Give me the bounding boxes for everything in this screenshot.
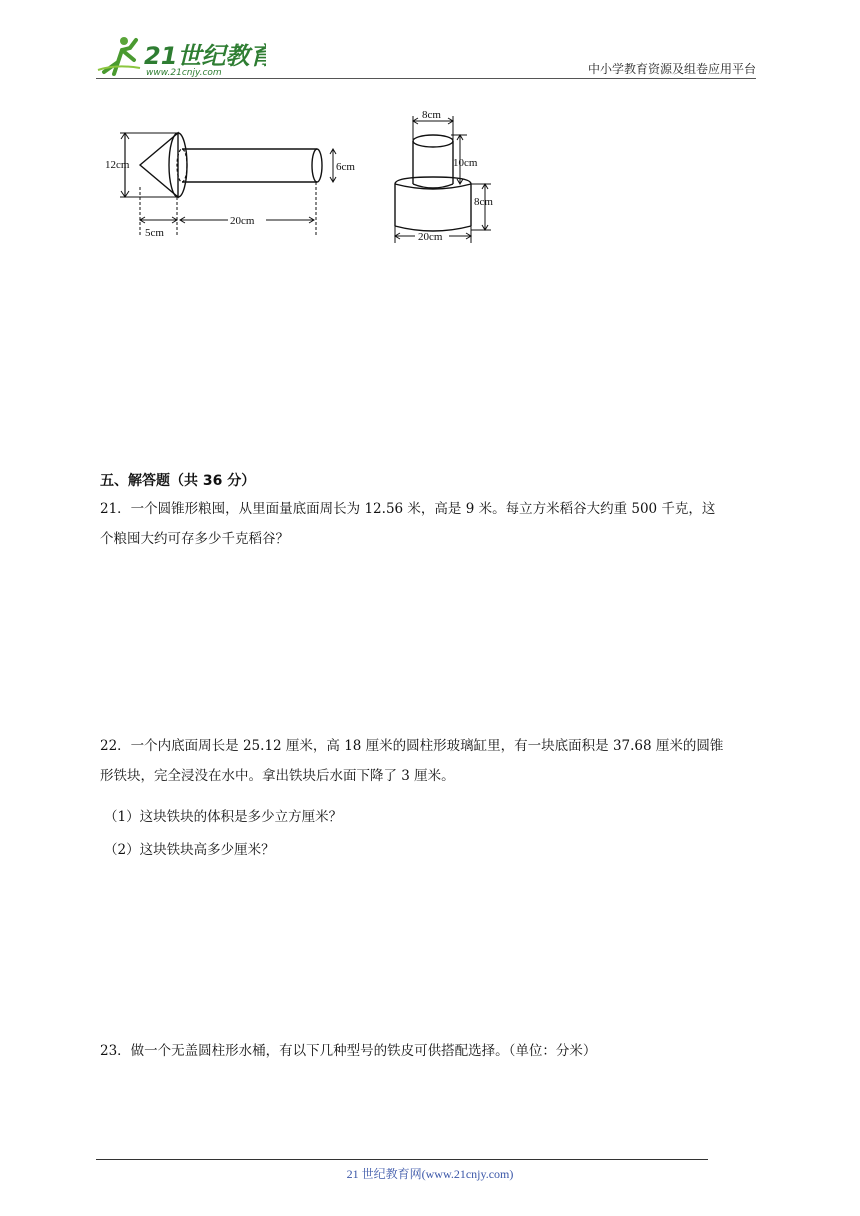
dim-12cm: 12cm [105,159,130,171]
figure-cone-cylinder [100,125,370,249]
section-title: 五、解答题（共 36 分） [100,473,256,489]
question-21 [100,494,762,554]
dim-20cm-bottom: 20cm [418,231,443,243]
header-divider [96,78,756,79]
question-22 [100,731,762,791]
platform-name: 中小学教育资源及组卷应用平台 [587,62,756,76]
figure-stacked-cylinders [385,104,515,250]
runner-icon [98,37,140,74]
question-22-line1: 22．一个内底面周长是 25.12 厘米，高 18 厘米的圆柱形玻璃缸里，有一块底面积是 37.68 厘米的圆锥 [100,738,724,754]
logo-url: www.21cnjy.com [146,68,222,78]
dim-bottom-8cm: 8cm [474,196,493,208]
dim-top-8cm: 8cm [422,109,441,121]
question-23 [100,1036,762,1066]
site-logo [96,34,266,78]
footer-link[interactable]: 21 世纪教育网(www.21cnjy.com) [346,1167,514,1181]
dim-6cm: 6cm [336,161,355,173]
question-22-part2: （2）这块铁块高多少厘米？ [104,842,275,858]
dim-20cm: 20cm [230,215,255,227]
question-21-line2: 个粮囤大约可存多少千克稻谷？ [100,531,289,547]
question-23-line1: 23．做一个无盖圆柱形水桶，有以下几种型号的铁皮可供搭配选择。（单位：分米） [100,1043,597,1059]
logo-text: 21世纪教育 [144,42,266,70]
footer-divider [96,1159,708,1160]
question-21-line1: 21．一个圆锥形粮囤，从里面量底面周长为 12.56 米，高是 9 米。每立方米稻谷大约重 500 千克，这 [100,501,716,517]
dim-10cm: 10cm [453,157,478,169]
dim-5cm: 5cm [145,227,164,239]
question-22-part1: （1）这块铁块的体积是多少立方厘米？ [104,809,343,825]
question-22-line2: 形铁块，完全浸没在水中。拿出铁块后水面下降了 3 厘米。 [100,768,455,784]
